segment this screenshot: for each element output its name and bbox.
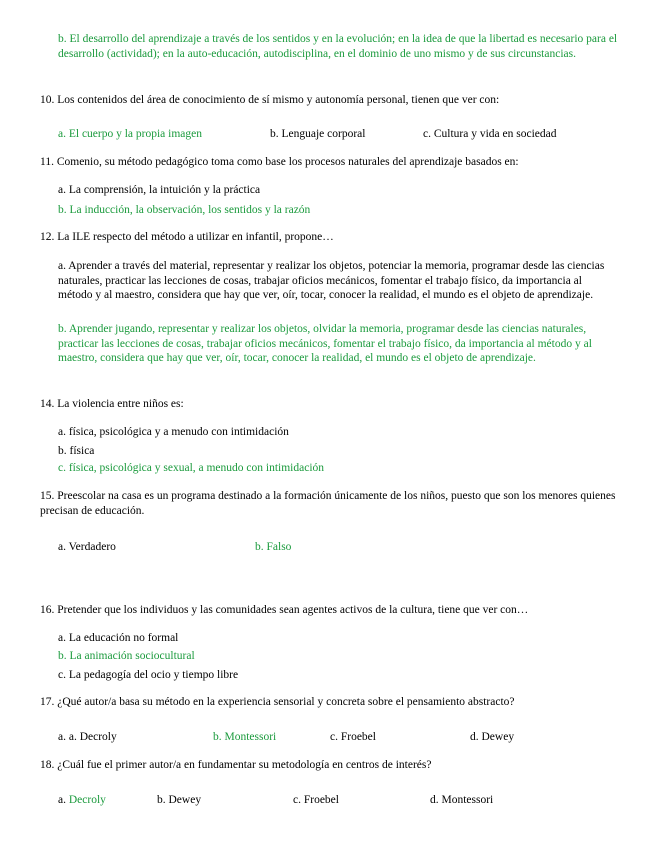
q9-option-b: b. El desarrollo del aprendizaje a través de los sentidos y en la evolución; en la idea de que la libertad es necesario para el desarrollo (actividad); en la auto-educación, autodisciplina, en el dominio de uno mismo y de sus circunstancias.	[58, 33, 618, 60]
q15-question: 15. Preescolar na casa es un programa destinado a la formación únicamente de los niños, puesto que son los menores quienes precisan de educación.	[40, 490, 616, 517]
q17-option-b: b. Montessori	[213, 731, 277, 743]
q18-options	[0, 793, 664, 807]
q18-option-d: d. Montessori	[430, 794, 494, 806]
q16-option-a: a. La educación no formal	[58, 632, 179, 644]
q15-options	[0, 540, 664, 554]
q14-option-c: c. física, psicológica y sexual, a menudo con intimidación	[58, 462, 325, 474]
q17-option-c: c. Froebel	[330, 731, 376, 743]
q14-option-a: a. física, psicológica y a menudo con intimidación	[58, 426, 289, 438]
q18-option-a-text: Decroly	[68, 794, 106, 806]
q12-option-b: b. Aprender jugando, representar y realizar los objetos, olvidar la memoria, programar desde las ciencias naturales, practicar las lecciones de cosas, trabajar oficios mecánicos, fomentar el trabajo físico, da importancia al método y al maestro, considera que hay que ver, oír, tocar, conocer la realidad, el mundo es el objeto de aprendizaje.	[58, 323, 592, 364]
q10-option-c: c. Cultura y vida en sociedad	[423, 128, 557, 140]
q18-option-c: c. Froebel	[293, 794, 339, 806]
q10-option-b: b. Lenguaje corporal	[270, 128, 366, 140]
q10-question: 10. Los contenidos del área de conocimiento de sí mismo y autonomía personal, tienen que ver con:	[40, 94, 500, 106]
q10-options	[0, 127, 664, 141]
q15-option-a: a. Verdadero	[58, 541, 116, 553]
q11-option-a: a. La comprensión, la intuición y la práctica	[58, 184, 261, 196]
q12-option-a: a. Aprender a través del material, representar y realizar los objetos, potenciar la memoria, programar desde las ciencias naturales, practicar las lecciones de cosas, trabajar oficios mecánicos, fomentar el trabajo físico, da importancia al método y al maestro, considera que hay que ver, oír, tocar, conocer la realidad, el mundo es el objeto de aprendizaje.	[58, 260, 605, 301]
q17-option-d: d. Dewey	[470, 731, 515, 743]
q12-question: 12. La ILE respecto del método a utilizar en infantil, propone…	[40, 231, 334, 243]
q17-question: 17. ¿Qué autor/a basa su método en la experiencia sensorial y concreta sobre el pensamiento abstracto?	[40, 696, 515, 708]
q18-option-b: b. Dewey	[157, 794, 202, 806]
q18-option-a	[58, 793, 106, 807]
q17-options	[0, 730, 664, 744]
q17-option-a: a. a. Decroly	[58, 731, 117, 743]
q14-question: 14. La violencia entre niños es:	[40, 398, 184, 410]
q16-question: 16. Pretender que los individuos y las comunidades sean agentes activos de la cultura, tiene que ver con…	[40, 604, 529, 616]
q11-option-b: b. La inducción, la observación, los sentidos y la razón	[58, 204, 311, 216]
q11-question: 11. Comenio, su método pedagógico toma como base los procesos naturales del aprendizaje basados en:	[40, 156, 519, 168]
q16-option-b: b. La animación sociocultural	[58, 650, 195, 662]
q16-option-c: c. La pedagogía del ocio y tiempo libre	[58, 669, 239, 681]
q18-option-a-prefix: a.	[58, 794, 66, 806]
q14-option-b: b. física	[58, 445, 95, 457]
q10-option-a: a. El cuerpo y la propia imagen	[58, 128, 203, 140]
q15-option-b: b. Falso	[255, 541, 292, 553]
q18-question: 18. ¿Cuál fue el primer autor/a en fundamentar su metodología en centros de interés?	[40, 759, 432, 771]
